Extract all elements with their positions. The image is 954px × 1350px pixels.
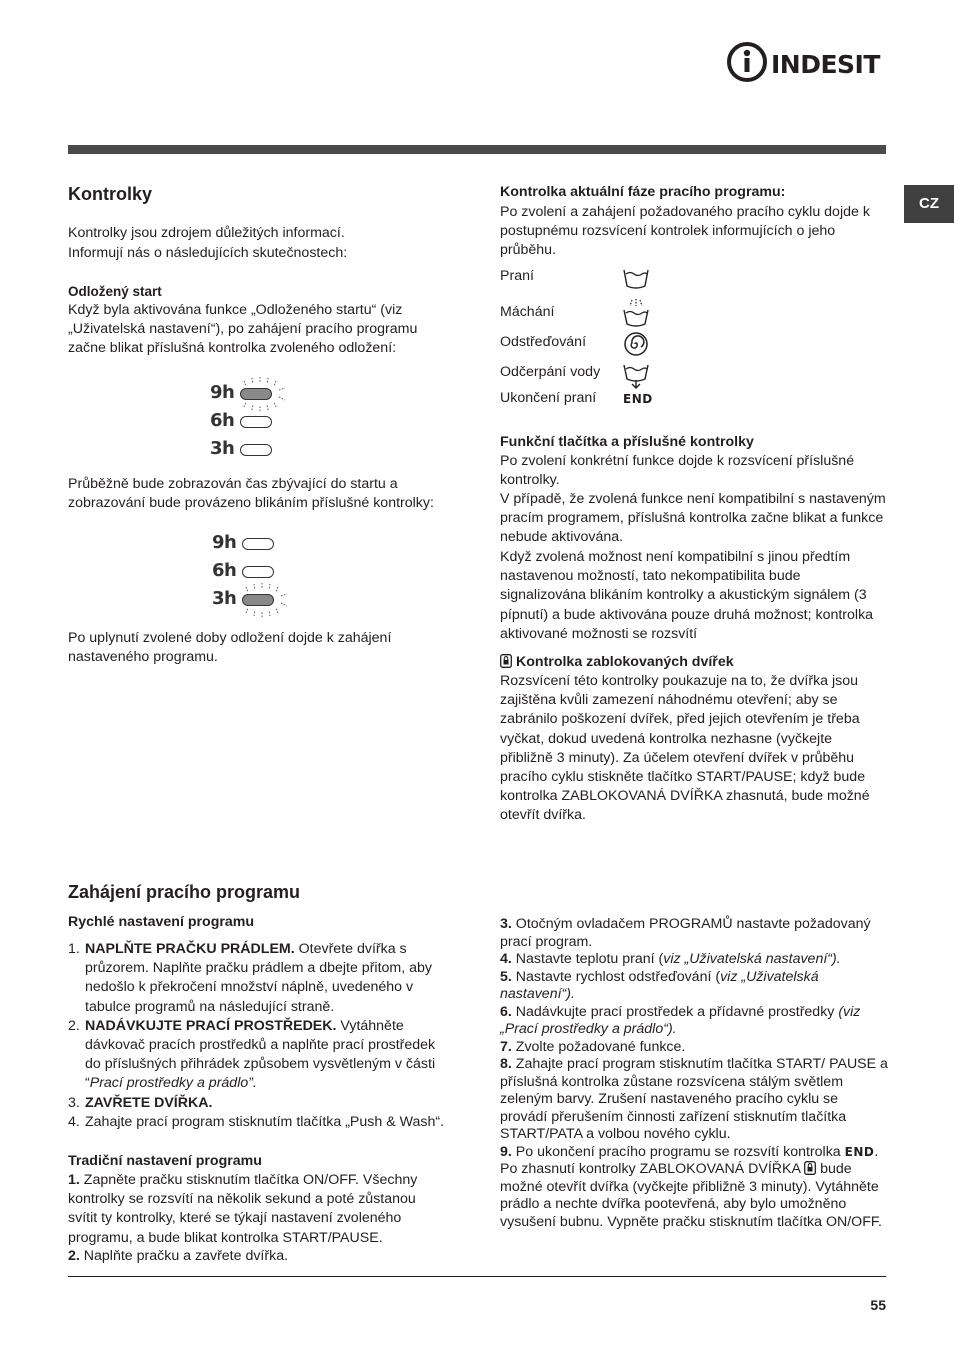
delay-row-3h <box>210 436 290 464</box>
delay-label: 6h <box>210 410 235 431</box>
delay-indicator-group-2 <box>212 530 292 614</box>
delay-row-9h <box>212 530 292 558</box>
quick-step: 4. Zahajte prací program stisknutím tlačítka „Push & Wash“. <box>68 1113 445 1130</box>
step-bold: NADÁVKUJTE PRACÍ PROSTŘEDEK. <box>85 1017 337 1034</box>
phase-label: Odčerpání vody <box>500 364 601 380</box>
step-3 <box>500 916 888 951</box>
step-number: 3. <box>500 916 512 932</box>
delay-text-3: Po uplynutí zvolené doby odložení dojde k zahájení nastaveného programu. <box>68 630 392 666</box>
delay-text-2: Průběžně bude zobrazován čas zbývající do startu a zobrazování bude provázeno blikáním příslušné kontrolky: <box>68 476 434 512</box>
section-title-kontrolky: Kontrolky <box>68 184 153 204</box>
step-7 <box>500 1039 888 1057</box>
trad-heading: Tradiční nastavení programu <box>68 1153 262 1169</box>
delay-row-6h <box>210 408 290 436</box>
spin-icon <box>621 330 651 358</box>
quick-step: 2. NADÁVKUJTE PRACÍ PROSTŘEDEK. Vytáhněte dávkovač pracích prostředků a naplňte prací prostředek do příslušných přihrádek způsobem vysvětleným v části “Prací prostředky a prádlo”. <box>68 1017 436 1092</box>
door-lock-icon <box>500 654 512 668</box>
delay-label: 3h <box>212 588 237 609</box>
step-8 <box>500 1056 888 1144</box>
quick-step: 3. ZAVŘETE DVÍŘKA. <box>68 1094 213 1111</box>
step-text: Zapněte pračku stisknutím tlačítka ON/OFF. Všechny kontrolky se rozsvítí na několik sekund a poté zůstanou svítit ty kontrolky, které se týkají nastavení zvoleného programu, a bude blikat kontrolka START/PAUSE. <box>68 1172 418 1246</box>
quick-heading: Rychlé nastavení programu <box>68 914 255 930</box>
phase-label: Praní <box>500 268 534 284</box>
step-5 <box>500 969 888 1004</box>
lock-heading: Kontrolka zablokovaných dvířek <box>516 654 734 670</box>
step-number: 1. <box>68 1172 80 1188</box>
phase-label: Máchání <box>500 304 555 320</box>
phase-list <box>500 266 700 416</box>
func-text-2: V případě, že zvolená funkce není kompatibilní s nastaveným pracím programem, příslušná kontrolka začne blikat a funkce nebude aktivována. <box>500 491 886 546</box>
header-bar <box>68 145 886 154</box>
func-text-1: Po zvolení konkrétní funkce dojde k rozsvícení příslušné kontrolky. <box>500 453 855 489</box>
step-number: 2. <box>68 1248 80 1264</box>
step-text: Otočným ovladačem PROGRAMŮ nastavte požadovaný prací program. <box>500 916 871 950</box>
delay-label: 3h <box>210 438 235 459</box>
drain-icon <box>621 360 651 390</box>
step-text: Zahajte prací program stisknutím tlačítka START/ PAUSE a příslušná kontrolka zůstane rozsvícena stálým světlem zeleným barvy. Zrušení nastaveného pracího cyklu se provádí přerušením činnosti zařízení stisknutím tlačítka START/PATA a volbou nového cyklu. <box>500 1056 888 1142</box>
step-4 <box>500 951 888 969</box>
delay-label: 9h <box>212 532 237 553</box>
step-number: 5. <box>500 968 512 985</box>
step-text: Nastavte teplotu praní ( <box>511 951 664 967</box>
phase-label: Odstřeďování <box>500 334 587 350</box>
step-text: Naplňte pračku a zavřete dvířka. <box>79 1248 289 1264</box>
trad-step-2 <box>68 1247 448 1266</box>
step-text: Otevřete dvířka s průzorem. Naplňte pračku prádlem a dbejte přitom, aby nedošlo k překročení množství náplně, uvedeného v tabulce programů na následující straně. <box>85 941 432 1015</box>
intro-line-2: Informují nás o následujících skutečnostech: <box>68 245 348 261</box>
end-indicator: END <box>844 1144 875 1159</box>
delay-text-1: Když byla aktivována funkce „Odloženého startu“ (viz „Uživatelská nastavení“), po zahájení pracího programu začne blikat příslušná kontrolka zvoleného odložení: <box>68 302 418 357</box>
step-text: Vytáhněte dávkovač pracích prostředků a naplňte prací prostředek do příslušných přihrádek způsobem vysvětleným v části “ <box>85 1017 436 1092</box>
step-number: 2 <box>68 1017 76 1034</box>
step-number: 7. <box>500 1038 512 1055</box>
delay-indicator-group-1 <box>210 380 290 464</box>
func-heading: Funkční tlačítka a příslušné kontrolky <box>500 434 754 450</box>
step-text: Nastavte rychlost odstřeďování ( <box>511 968 721 985</box>
delay-led-off <box>242 566 274 578</box>
phase-text: Po zvolení a zahájení požadovaného pracího cyklu dojde k postupnému rozsvícení kontrolek informujících o jeho průběhu. <box>500 204 870 259</box>
step-number: 8. <box>500 1056 512 1072</box>
step-italic: viz „Uživatelská nastavení“). <box>663 951 841 967</box>
step-text: Zahajte prací program stisknutím tlačítka „Push & Wash“. <box>85 1113 445 1130</box>
step-number: 3 <box>68 1094 76 1111</box>
phase-heading: Kontrolka aktuální fáze pracího programu: <box>500 184 786 200</box>
step-text: . Po zhasnutí kontrolky ZABLOKOVANÁ DVÍŘKA <box>500 1143 879 1177</box>
delay-row-3h <box>212 586 292 614</box>
step-bold: NAPLŇTE PRAČKU PRÁDLEM. <box>85 941 295 957</box>
step-bold: ZAVŘETE DVÍŘKA. <box>85 1094 213 1111</box>
step-italic: (viz „Prací prostředky a prádlo“). <box>500 1003 861 1037</box>
end-indicator: END <box>623 392 653 406</box>
brand-name: INDESIT <box>771 50 880 79</box>
intro-line-1: Kontrolky jsou zdrojem důležitých informací. <box>68 225 345 241</box>
step-9 <box>500 1144 888 1232</box>
step-text: Po ukončení pracího programu se rozsvítí kontrolka <box>511 1143 841 1160</box>
page-number: 55 <box>870 1297 886 1313</box>
trad-steps-continued <box>500 916 888 1231</box>
indesit-logo <box>725 40 890 84</box>
section-title-start: Zahájení pracího programu <box>68 882 301 902</box>
delay-led-on <box>242 594 274 606</box>
quick-step: 1. NAPLŇTE PRAČKU PRÁDLEM. Otevřete dvířka s průzorem. Naplňte pračku prádlem a dbejte přitom, aby nedošlo k překročení množství náplně, uvedeného v tabulce programů na následující straně. <box>68 941 432 1015</box>
door-lock-icon <box>804 1161 816 1175</box>
step-number: 6. <box>500 1003 512 1020</box>
lock-text: Rozsvícení této kontrolky poukazuje na to, že dvířka jsou zajištěna kvůli zamezení náhodnému otevření; aby se zabránilo poškození dvířek, před jejich otevřením je třeba vyčkat, dokud uvedená kontrolka nezhasne (vyčkejte přibližně 3 minuty). Za účelem otevření dvířek v průběhu pracího cyklu stiskněte tlačítko START/PAUSE; když bude kontrolka ZABLOKOVANÁ DVÍŘKA zhasnutá, bude možné otevřít dvířka. <box>500 673 870 824</box>
footer-rule <box>68 1276 886 1277</box>
delay-row-9h <box>210 380 290 408</box>
delay-led-off <box>240 444 272 456</box>
wash-icon <box>621 264 651 292</box>
delay-heading: Odložený start <box>68 284 162 299</box>
phase-label: Ukončení praní <box>500 390 597 406</box>
step-number: 1 <box>68 941 76 957</box>
delay-led-on <box>240 388 272 400</box>
step-6 <box>500 1004 888 1039</box>
step-text: Nadávkujte prací prostředek a přídavné prostředky <box>511 1003 839 1020</box>
step-italic: viz „Uživatelská nastavení“). <box>500 968 819 1002</box>
step-text: bude možné otevřít dvířka (vyčkejte přibližně 3 minuty). Vytáhněte prádlo a nechte dvířka pootevřená, aby bylo umožněno vysušení bubnu. Vypněte pračku stisknutím tlačítka ON/OFF. <box>500 1161 882 1230</box>
delay-label: 6h <box>212 560 237 581</box>
step-number: 4. <box>500 951 512 967</box>
quick-steps <box>68 940 448 1132</box>
delay-led-off <box>242 538 274 550</box>
delay-label: 9h <box>210 382 235 403</box>
step-text: Zvolte požadované funkce. <box>511 1038 686 1055</box>
lock-heading-row <box>500 653 888 672</box>
trad-step-1 <box>68 1171 448 1248</box>
language-tab: CZ <box>904 185 954 223</box>
step-number: 9. <box>500 1143 512 1160</box>
step-number: 4 <box>68 1113 76 1130</box>
delay-led-off <box>240 416 272 428</box>
rinse-icon <box>621 296 651 328</box>
step-italic: Prací prostředky a prádlo”. <box>89 1075 257 1092</box>
func-text-3: Když zvolená možnost není kompatibilní s jinou předtím nastavenou možností, tato nekompatibilita bude signalizována blikáním kontrolky a akustickým signálem (3 pípnutí) a bude aktivována pouze druhá možnost; kontrolka aktivované možnosti se rozsvítí <box>500 549 874 642</box>
